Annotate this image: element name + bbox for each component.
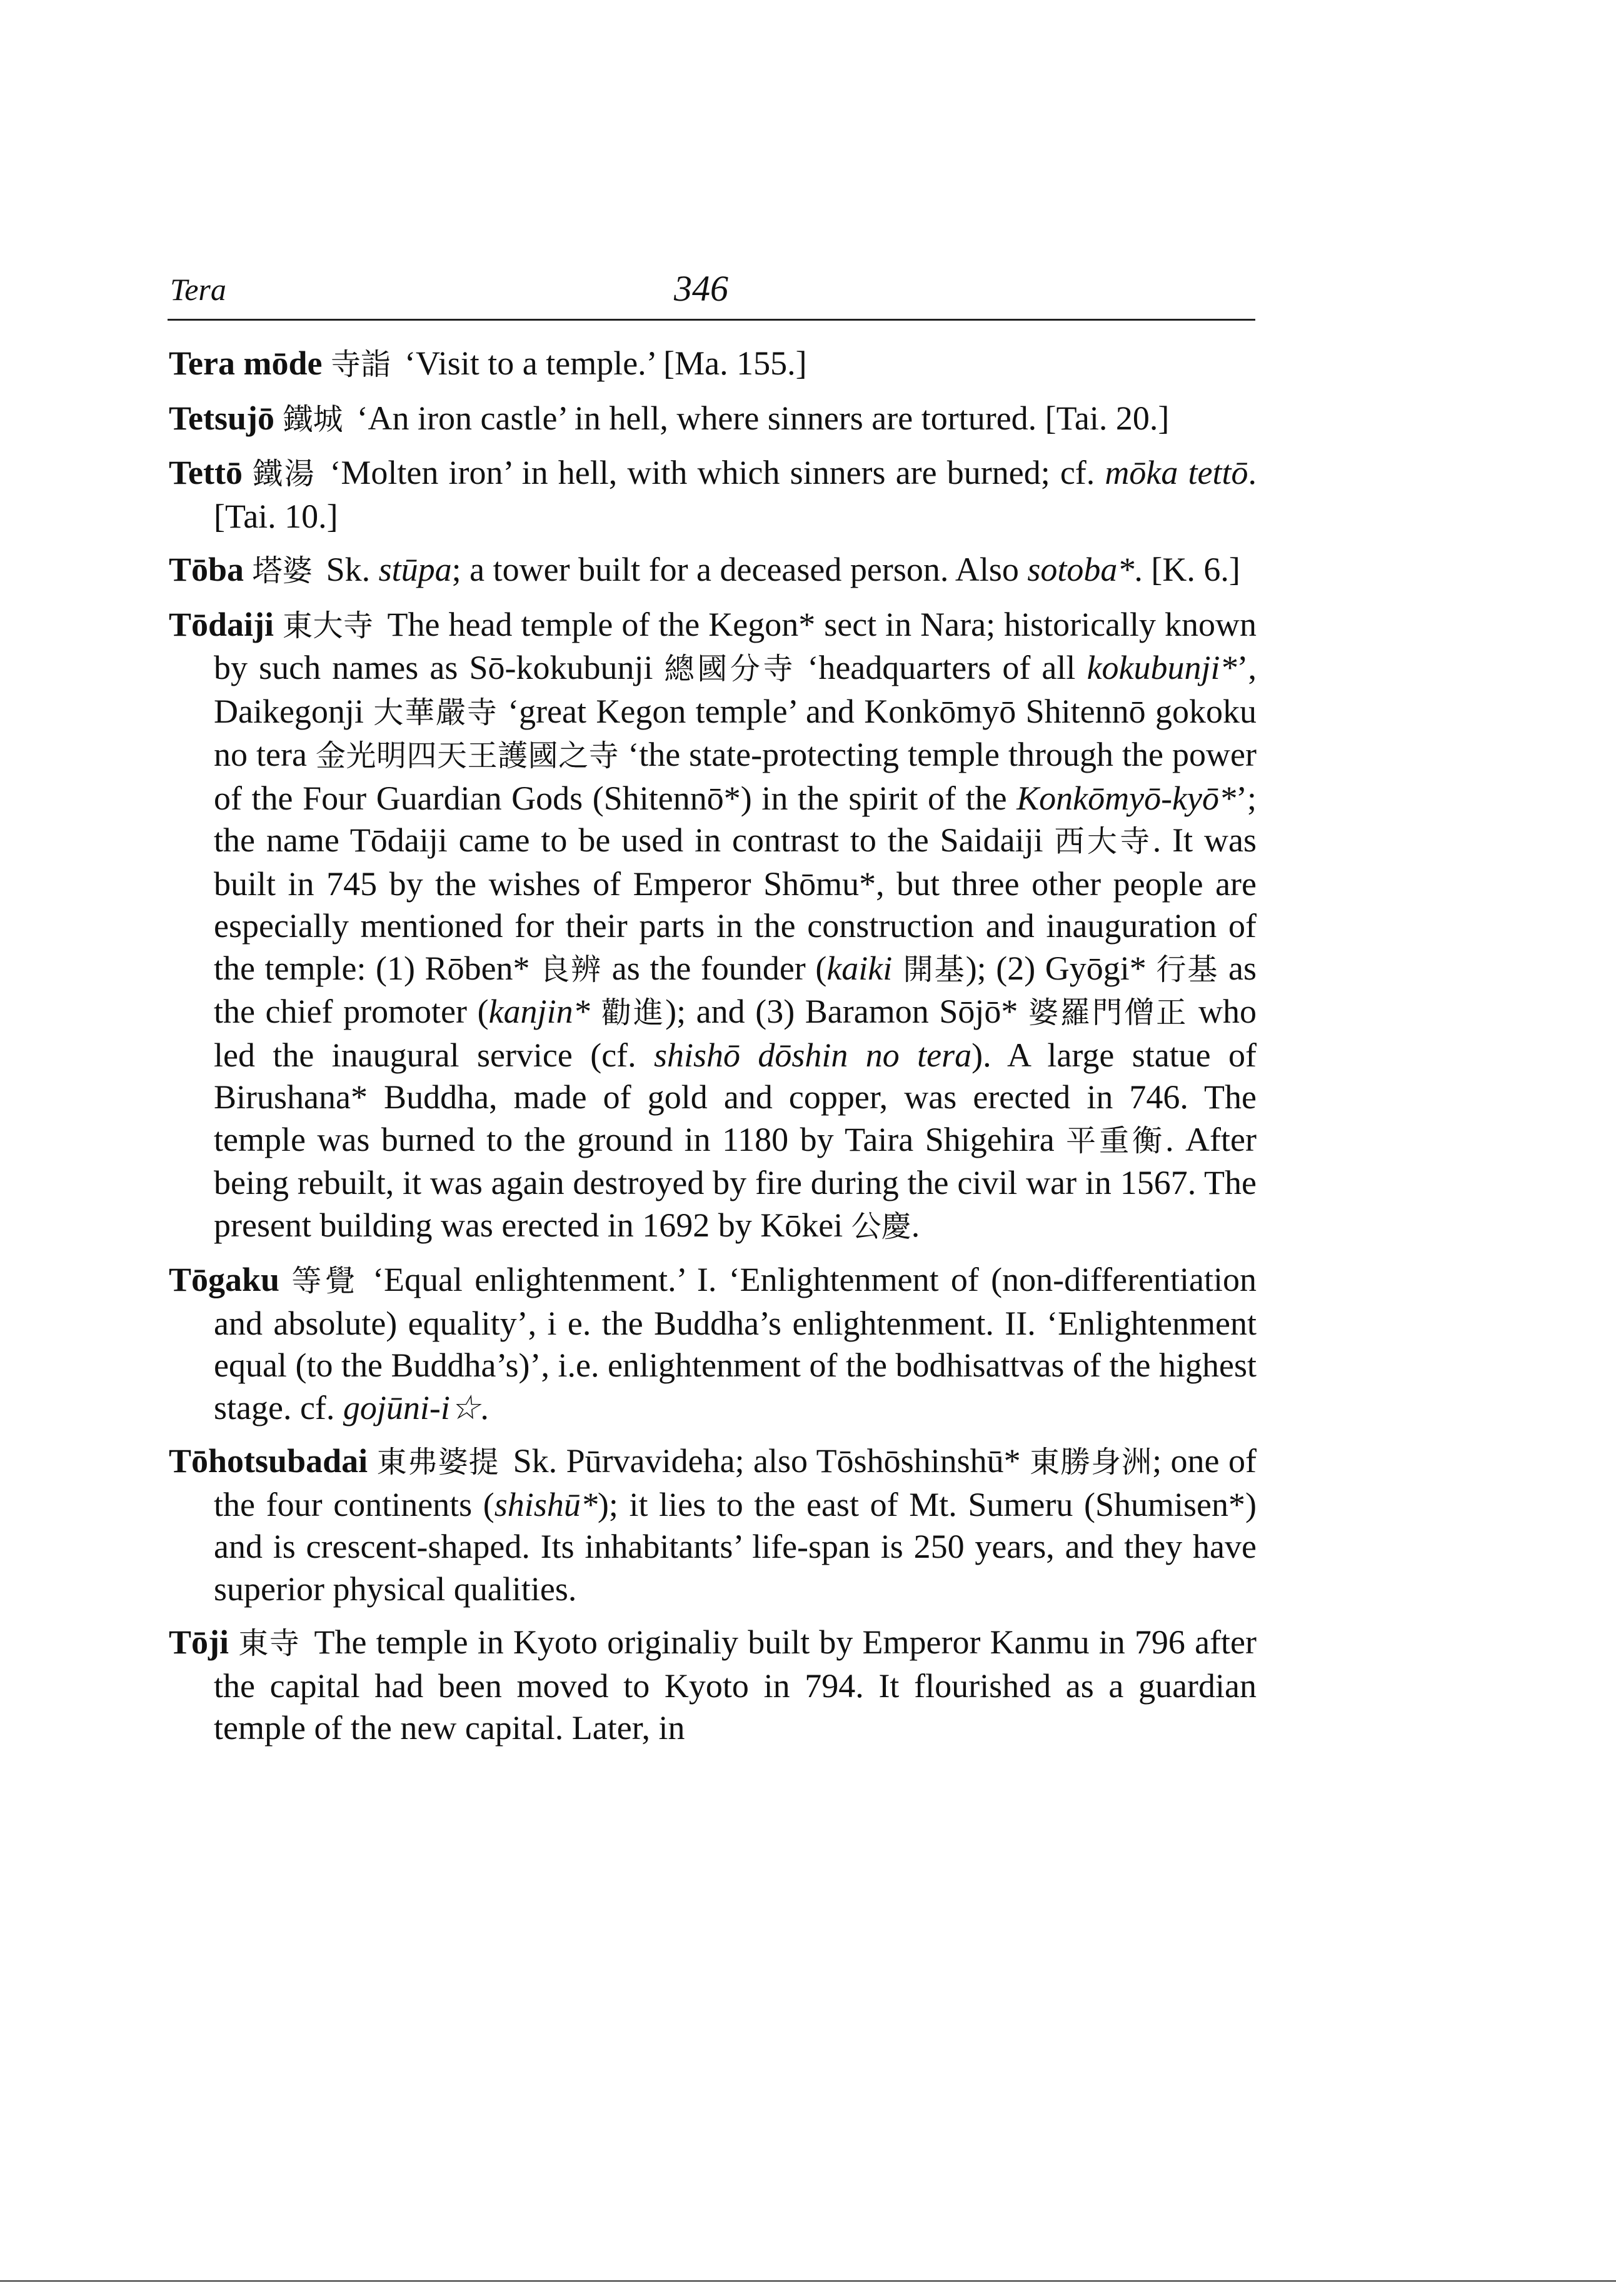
definition-text: ‘great Kegon temple’ and Konkōmyō Shitennō gokoku no tera bbox=[214, 692, 1257, 773]
entry-kanji: 鐵城 bbox=[283, 401, 343, 437]
definition-text: ; one of the four continents ( bbox=[214, 1442, 1257, 1523]
definition-text: . It was built in 745 by the wishes of Emperor Shōmu*, but three other people are especially mentioned for their parts in the construction and inauguration of the temple: (1) Rōben* bbox=[214, 821, 1257, 987]
entry-kanji: 東弗婆提 bbox=[376, 1445, 499, 1480]
entry-kanji: 塔婆 bbox=[252, 553, 313, 588]
entry-kanji: 等覺 bbox=[291, 1263, 359, 1298]
definition-text: ’, Daikegonji bbox=[214, 649, 1257, 730]
definition-text: ); it lies to the east of Mt. Sumeru (Shumisen*) and is crescent-shaped. Its inhabitants’ life-span is 250 years, and they have superior physical qualities. bbox=[214, 1485, 1257, 1608]
definition-kanji: 開基 bbox=[892, 951, 966, 987]
bottom-rule bbox=[0, 2280, 1616, 2282]
definition-text: ‘An iron castle’ in hell, where sinners are tortured. [Tai. 20.] bbox=[356, 399, 1170, 437]
definition-kanji: 勸進 bbox=[590, 995, 666, 1030]
definition-kanji: 總國分寺 bbox=[664, 651, 796, 686]
definition-text: ; a tower built for a deceased person. Also bbox=[451, 551, 1028, 588]
entry-headword: Tōdaiji bbox=[169, 605, 274, 643]
definition-kanji: 平重衡 bbox=[1066, 1123, 1166, 1158]
definition-kanji: 東勝身洲 bbox=[1030, 1445, 1153, 1480]
definition-text: who led the inaugural service (cf. bbox=[214, 993, 1257, 1074]
definition-kanji: 良辨 bbox=[540, 951, 603, 987]
definition-kanji: 西大寺 bbox=[1054, 824, 1153, 859]
definition-text: ‘the state-protecting temple through the power of the Four Guardian Gods (Shitennō*) in the spirit of the bbox=[214, 736, 1257, 817]
definition-italic: mōka tettō bbox=[1105, 454, 1248, 491]
definition-italic: stūpa bbox=[378, 551, 452, 588]
entry-headword: Tōhotsubadai bbox=[169, 1442, 368, 1480]
definition-kanji: 金光明四天王護國之寺 bbox=[315, 738, 620, 773]
definition-text: ); and (3) Baramon Sōjō* bbox=[665, 993, 1028, 1030]
definition-italic: Konkōmyō-kyō* bbox=[1016, 779, 1236, 817]
entry-kanji: 東大寺 bbox=[283, 608, 374, 643]
definition-text: The head temple of the Kegon* sect in Nara; historically known by such names as Sō-kokubunji bbox=[214, 605, 1257, 686]
definition-text: ). A large statue of Birushana* Buddha, made of gold and copper, was erected in 746. The temple was burned to the ground in 1180 by Taira Shigehira bbox=[214, 1036, 1257, 1158]
definition-text: ); (2) Gyōgi* bbox=[965, 949, 1157, 987]
definition-text: . [K. 6.] bbox=[1134, 551, 1240, 588]
definition-italic: shishō dōshin no tera bbox=[654, 1036, 972, 1074]
entry-headword: Tettō bbox=[169, 454, 243, 491]
running-head: Tera bbox=[170, 272, 226, 307]
dictionary-entry bbox=[169, 1622, 1257, 1750]
entry-headword: Tōji bbox=[169, 1623, 229, 1661]
page-header bbox=[168, 263, 1255, 321]
definition-text: . bbox=[911, 1206, 920, 1244]
definition-kanji: 行基 bbox=[1156, 951, 1219, 987]
definition-text: . [Tai. 10.] bbox=[214, 454, 1257, 535]
definition-kanji: 大華嚴寺 bbox=[373, 694, 498, 730]
definition-text: . bbox=[480, 1388, 489, 1426]
definition-text: Sk. Pūrvavideha; also Tōshōshinshū* bbox=[513, 1442, 1030, 1480]
definition-text: ‘Visit to a temple.’ bbox=[404, 344, 664, 382]
entry-list bbox=[169, 343, 1257, 1761]
entry-headword: Tetsujō bbox=[169, 399, 275, 437]
page-number: 346 bbox=[674, 268, 728, 309]
definition-text: . After being rebuilt, it was again destroyed by fire during the civil war in 1567. The present building was erected in 1692 by Kōkei bbox=[214, 1120, 1257, 1244]
definition-text: as the chief promoter ( bbox=[214, 949, 1257, 1030]
definition-text: [Ma. 155.] bbox=[663, 344, 807, 382]
entry-headword: Tōgaku bbox=[169, 1261, 280, 1298]
definition-italic: gojūni-i☆ bbox=[343, 1388, 481, 1426]
dictionary-entry bbox=[169, 549, 1257, 593]
dictionary-entry bbox=[169, 1440, 1257, 1610]
definition-text: ‘Equal enlightenment.’ I. ‘Enlightenment of (non-differentiation and absolute) equality’, i e. the Buddha’s enlightenment. II. ‘Enlightenment equal (to the Buddha’s)’, i.e. enlightenment of the bodhisattvas of the highest stage. cf. bbox=[214, 1261, 1257, 1426]
dictionary-entry bbox=[169, 604, 1257, 1248]
definition-italic: shishū* bbox=[494, 1485, 598, 1523]
definition-italic: kaiki bbox=[826, 949, 893, 987]
definition-italic: kanjin* bbox=[488, 993, 590, 1030]
definition-text: Sk. bbox=[326, 551, 379, 588]
definition-text: ‘Molten iron’ in hell, with which sinners are burned; cf. bbox=[329, 454, 1105, 491]
definition-text: The temple in Kyoto originaliy built by Emperor Kanmu in 796 after the capital had been moved to Kyoto in 794. It flourished as a guardian temple of the new capital. Later, in bbox=[214, 1623, 1257, 1747]
dictionary-entry bbox=[169, 398, 1257, 441]
definition-kanji: 公慶 bbox=[851, 1208, 911, 1244]
entry-headword: Tōba bbox=[169, 551, 244, 588]
entry-kanji: 寺詣 bbox=[330, 347, 391, 382]
definition-italic: sotoba* bbox=[1027, 551, 1135, 588]
entry-headword: Tera mōde bbox=[169, 344, 323, 382]
dictionary-entry bbox=[169, 452, 1257, 538]
definition-text: as the founder ( bbox=[602, 949, 827, 987]
entry-kanji: 東寺 bbox=[238, 1626, 301, 1661]
definition-text: ‘headquarters of all bbox=[796, 649, 1087, 686]
dictionary-entry bbox=[169, 1259, 1257, 1429]
definition-italic: kokubunji* bbox=[1087, 649, 1237, 686]
dictionary-entry bbox=[169, 343, 1257, 386]
entry-kanji: 鐵湯 bbox=[253, 456, 316, 491]
definition-text: ’; the name Tōdaiji came to be used in contrast to the Saidaiji bbox=[214, 779, 1257, 859]
definition-kanji: 婆羅門僧正 bbox=[1028, 995, 1188, 1030]
